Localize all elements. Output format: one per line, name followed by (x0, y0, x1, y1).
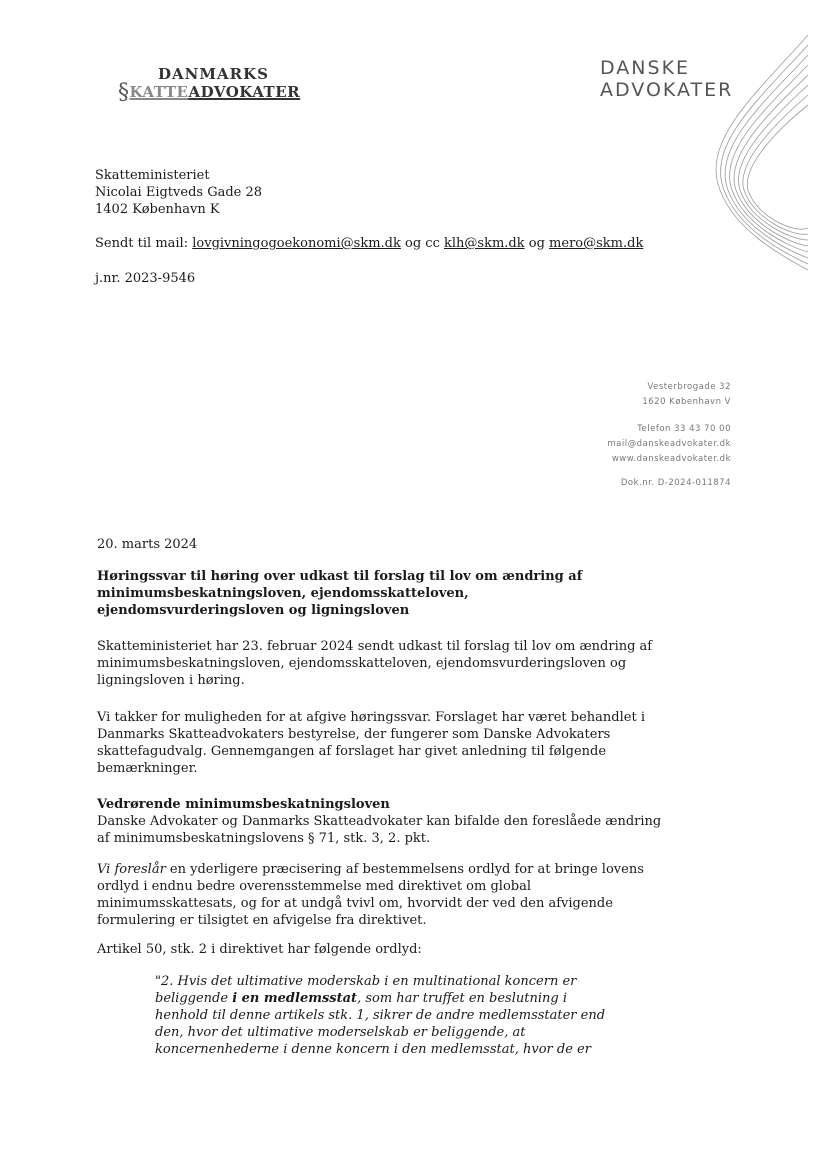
paragraph-line: formulering er tilsigtet en afvigelse fra direktivet. (97, 913, 427, 928)
sender-phone: Telefon 33 43 70 00 (637, 424, 731, 434)
paragraph-proposal (97, 861, 644, 929)
paragraph-symbol: § (118, 80, 130, 105)
paragraph-line: Danske Advokater og Danmarks Skatteadvokater kan bifalde den foreslåede ændring (97, 814, 662, 829)
paragraph-line: af minimumsbeskatningslovens § 71, stk. 3, 2. pkt. (97, 831, 431, 846)
recipient-line: 1402 København K (95, 202, 220, 217)
letter-subject (97, 568, 617, 619)
subject-line: minimumsbeskatningsloven, ejendomsskatteloven, (97, 586, 469, 601)
paragraph-intro (97, 638, 653, 689)
directive-quote (155, 973, 606, 1058)
paragraph-line (97, 861, 644, 878)
decorative-swoosh-graphic (700, 30, 810, 275)
sender-city: 1620 København V (642, 397, 731, 407)
paragraph-line: minimumsbeskatningsloven, ejendomsskatteloven, ejendomsvurderingsloven og (97, 656, 627, 671)
logo-katte: KATTE (129, 83, 189, 101)
paragraph-line: ligningsloven i høring. (97, 673, 245, 688)
sender-email: mail@danskeadvokater.dk (607, 439, 731, 449)
danmarks-skatteadvokater-logo (118, 65, 318, 105)
sent-mid-1: og cc (400, 236, 444, 251)
proposal-rest: en yderligere præcisering af bestemmelsens ordlyd for at bringe lovens (165, 862, 644, 877)
recipient-line: Nicolai Eigtveds Gade 28 (95, 185, 263, 200)
subject-line: ejendomsvurderingsloven og ligningsloven (97, 603, 410, 618)
quote-part: beliggende (155, 991, 233, 1006)
sent-to-line (95, 235, 643, 252)
email-link-3[interactable]: mero@skm.dk (549, 236, 644, 251)
paragraph-approval (97, 813, 662, 847)
logo-left-line2 (118, 80, 318, 105)
paragraph-line: bemærkninger. (97, 761, 198, 776)
quote-line: den, hvor det ultimative moderselskab er beliggende, at (155, 1025, 526, 1040)
paragraph-line: minimumsskattesats, og for at undgå tvivl om, hvorvidt der ved den afvigende (97, 896, 613, 911)
email-link-2[interactable]: klh@skm.dk (444, 236, 525, 251)
sender-address (642, 380, 731, 410)
paragraph-article-intro: Artikel 50, stk. 2 i direktivet har følgende ordlyd: (97, 942, 422, 957)
quote-emphasis: i en medlemsstat (232, 991, 358, 1006)
sent-prefix: Sendt til mail: (95, 236, 193, 251)
paragraph-line: skattefagudvalg. Gennemgangen af forslaget har givet anledning til følgende (97, 744, 607, 759)
recipient-address (95, 167, 262, 218)
paragraph-line: Vi takker for muligheden for at afgive høringssvar. Forslaget har været behandlet i (97, 710, 645, 725)
logo-right-line2: ADVOKATER (600, 79, 734, 101)
quote-line: henhold til denne artikels stk. 1, sikrer de andre medlemsstater end (155, 1008, 606, 1023)
logo-left-line1: DANMARKS (158, 65, 269, 83)
quote-part: , som har truffet en beslutning i (357, 991, 567, 1006)
paragraph-thanks (97, 709, 645, 777)
logo-advokater: ADVOKATER (188, 83, 301, 101)
logo-right-line1: DANSKE (600, 57, 691, 79)
paragraph-line: Skatteministeriet har 23. februar 2024 sendt udkast til forslag til lov om ændring af (97, 639, 653, 654)
quote-line: "2. Hvis det ultimative moderskab i en multinational koncern er (155, 974, 577, 989)
recipient-line: Skatteministeriet (95, 168, 210, 183)
quote-line (155, 990, 575, 1007)
subject-line: Høringssvar til høring over udkast til forslag til lov om ændring af (97, 569, 583, 584)
quote-line: koncernenhederne i denne koncern i den medlemsstat, hvor de er (155, 1042, 591, 1057)
journal-number: j.nr. 2023-9546 (95, 271, 196, 286)
sender-web: www.danskeadvokater.dk (611, 454, 731, 464)
sent-mid-2: og (524, 236, 550, 251)
paragraph-line: ordlyd i endnu bedre overensstemmelse med direktivet om global (97, 879, 531, 894)
letter-date: 20. marts 2024 (97, 537, 198, 552)
sender-street: Vesterbrogade 32 (647, 382, 731, 392)
proposal-lead: Vi foreslår (97, 862, 166, 877)
paragraph-line: Danmarks Skatteadvokaters bestyrelse, der fungerer som Danske Advokaters (97, 727, 611, 742)
email-link-1[interactable]: lovgivningogoekonomi@skm.dk (192, 236, 401, 251)
document-number: Dok.nr. D-2024-011874 (620, 478, 731, 488)
sender-contact (607, 422, 731, 467)
section-heading: Vedrørende minimumsbeskatningsloven (97, 797, 390, 812)
